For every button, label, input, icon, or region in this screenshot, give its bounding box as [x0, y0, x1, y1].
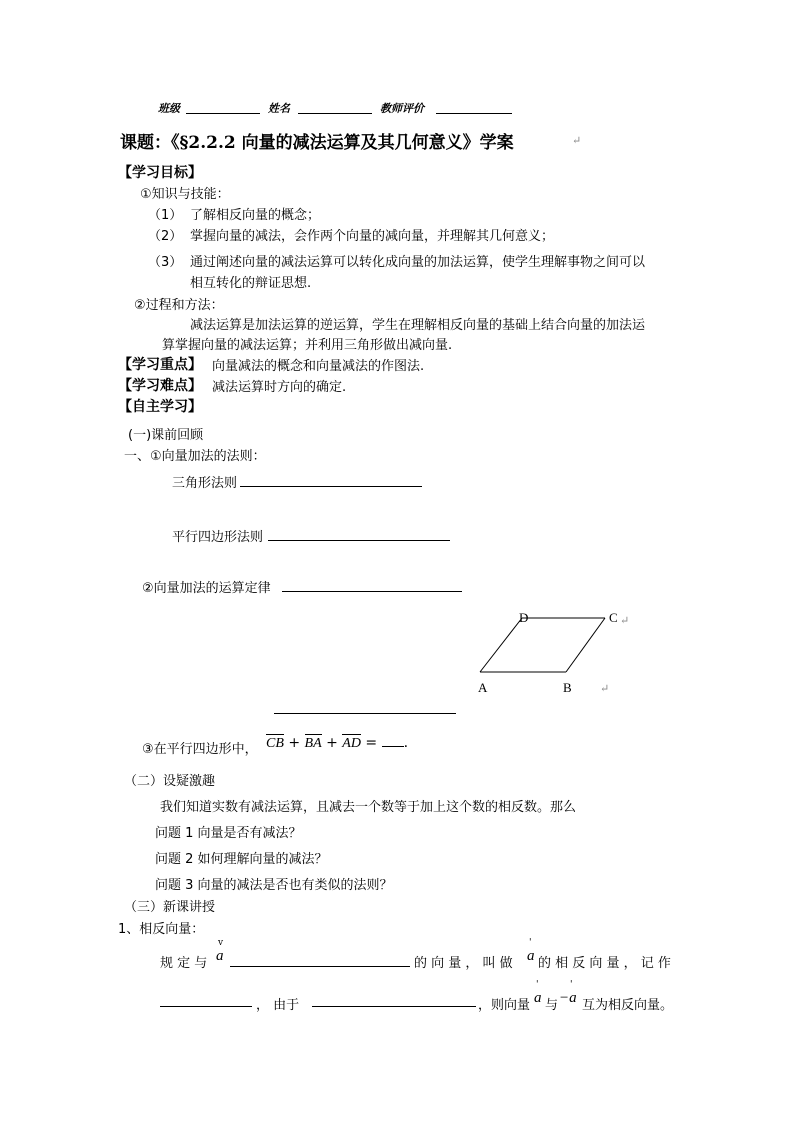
question-1: 问题 1 向量是否有减法？ [155, 826, 302, 841]
plus-sign: + [288, 735, 301, 751]
because-label: ， 由于 [256, 998, 300, 1013]
vector-ba: BA [304, 736, 322, 751]
definition-end: 的 相 反 向 量 ， 记 作 [538, 956, 671, 971]
triangle-rule-label: 三角形法则 [172, 476, 238, 491]
return-mark-icon: ↵ [620, 614, 630, 627]
objective-text-1: 了解相反向量的概念； [190, 208, 321, 223]
key-point-text: 向量减法的概念和向量减法的作图法. [212, 359, 425, 374]
objective-text-3-cont: 相互转化的辩证思想. [190, 276, 312, 291]
edge-da [480, 618, 522, 672]
vector-a-symbol-2: a [527, 948, 535, 964]
q3-prefix: ③在平行四边形中， [142, 742, 258, 757]
vector-ad: AD [342, 736, 361, 751]
neg-vector-a-symbol: −a [559, 990, 577, 1006]
objective-text-2: 掌握向量的减法，会作两个向量的减向量，并理解其几何意义； [190, 229, 555, 244]
q3-end: . [403, 735, 409, 751]
diagram-blank[interactable] [274, 713, 456, 714]
section3-heading: （三）新课讲授 [124, 900, 216, 915]
addition-laws-label: ②向量加法的运算定律 [142, 581, 271, 596]
vector-a-symbol: a [216, 948, 224, 964]
vector-arrow-icon: ' [529, 938, 532, 948]
question-2: 问题 2 如何理解向量的减法？ [155, 852, 328, 867]
vertex-c-label: C [609, 610, 618, 625]
name-label: 姓名 [268, 102, 290, 115]
vector-arrow-icon: ' [536, 980, 539, 990]
difficulty-label: 【学习难点】 [118, 378, 202, 394]
parallelogram-rule-label: 平行四边形法则 [172, 530, 264, 545]
knowledge-label: ①知识与技能： [140, 187, 230, 202]
process-line-1: 减法运算是加法运算的逆运算，学生在理解相反向量的基础上结合向量的加法运 [190, 318, 646, 333]
equals-sign: = [365, 735, 378, 751]
plus-sign: + [326, 735, 338, 751]
definition-prefix: 规 定 与 [160, 956, 208, 971]
section2-intro: 我们知道实数有减法运算，且减去一个数等于加上这个数的相反数。那么 [160, 800, 577, 815]
return-mark-icon: ↵ [572, 134, 582, 147]
then-vector-label: ，则向量 [478, 998, 531, 1013]
vector-sum-expression [266, 734, 408, 752]
objective-num-1: （1） [148, 208, 183, 223]
difficulty-text: 减法运算时方向的确定. [212, 380, 347, 395]
vector-a-symbol-3: a [534, 990, 542, 1006]
reason-blank[interactable] [312, 1006, 476, 1007]
definition-middle: 的 向 量 ， 叫 做 [414, 956, 513, 971]
page-title: 课题：《§2.2.2 向量的减法运算及其几何意义》学案 [120, 133, 514, 153]
name-blank[interactable] [298, 113, 372, 114]
question-3: 问题 3 向量的减法是否也有类似的法则？ [155, 878, 393, 893]
vertex-a-label: A [478, 680, 488, 695]
process-line-2: 算掌握向量的减法运算；并利用三角形做出减向量. [162, 338, 453, 353]
review-heading: (一)课前回顾 [128, 428, 204, 443]
notation-blank[interactable] [160, 1006, 252, 1007]
return-mark-icon: ↵ [600, 682, 610, 695]
triangle-rule-blank[interactable] [240, 486, 422, 487]
opposite-conclusion: 互为相反向量。 [582, 998, 674, 1013]
objectives-heading: 【学习目标】 [118, 165, 202, 181]
teacher-label: 教师评价 [380, 102, 424, 115]
teacher-blank[interactable] [436, 113, 512, 114]
and-label: 与 [545, 998, 559, 1013]
objective-num-2: （2） [148, 229, 183, 244]
section2-heading: （二）设疑激趣 [124, 774, 216, 789]
vector-cb: CB [266, 736, 284, 751]
definition-blank[interactable] [230, 966, 410, 967]
objective-num-3: （3） [148, 255, 183, 270]
vertex-d-label: D [519, 610, 529, 625]
addition-laws-blank[interactable] [282, 591, 462, 592]
edge-bc [566, 618, 605, 672]
q3-answer-blank[interactable] [382, 734, 404, 747]
self-study-heading: 【自主学习】 [118, 399, 202, 415]
addition-rule-label: 一、①向量加法的法则： [124, 449, 266, 464]
vector-arrow-icon: v [218, 938, 224, 948]
key-point-label: 【学习重点】 [118, 357, 202, 373]
objective-text-3: 通过阐述向量的减法运算可以转化成向量的加法运算，使学生理解事物之间可以 [190, 255, 646, 270]
opposite-vector-heading: 1、相反向量： [118, 922, 205, 937]
class-label: 班级 [158, 102, 180, 115]
process-label: ②过程和方法： [134, 298, 224, 313]
class-blank[interactable] [186, 113, 260, 114]
vertex-b-label: B [563, 680, 572, 695]
parallelogram-rule-blank[interactable] [268, 540, 450, 541]
vector-arrow-icon: ' [570, 980, 573, 990]
